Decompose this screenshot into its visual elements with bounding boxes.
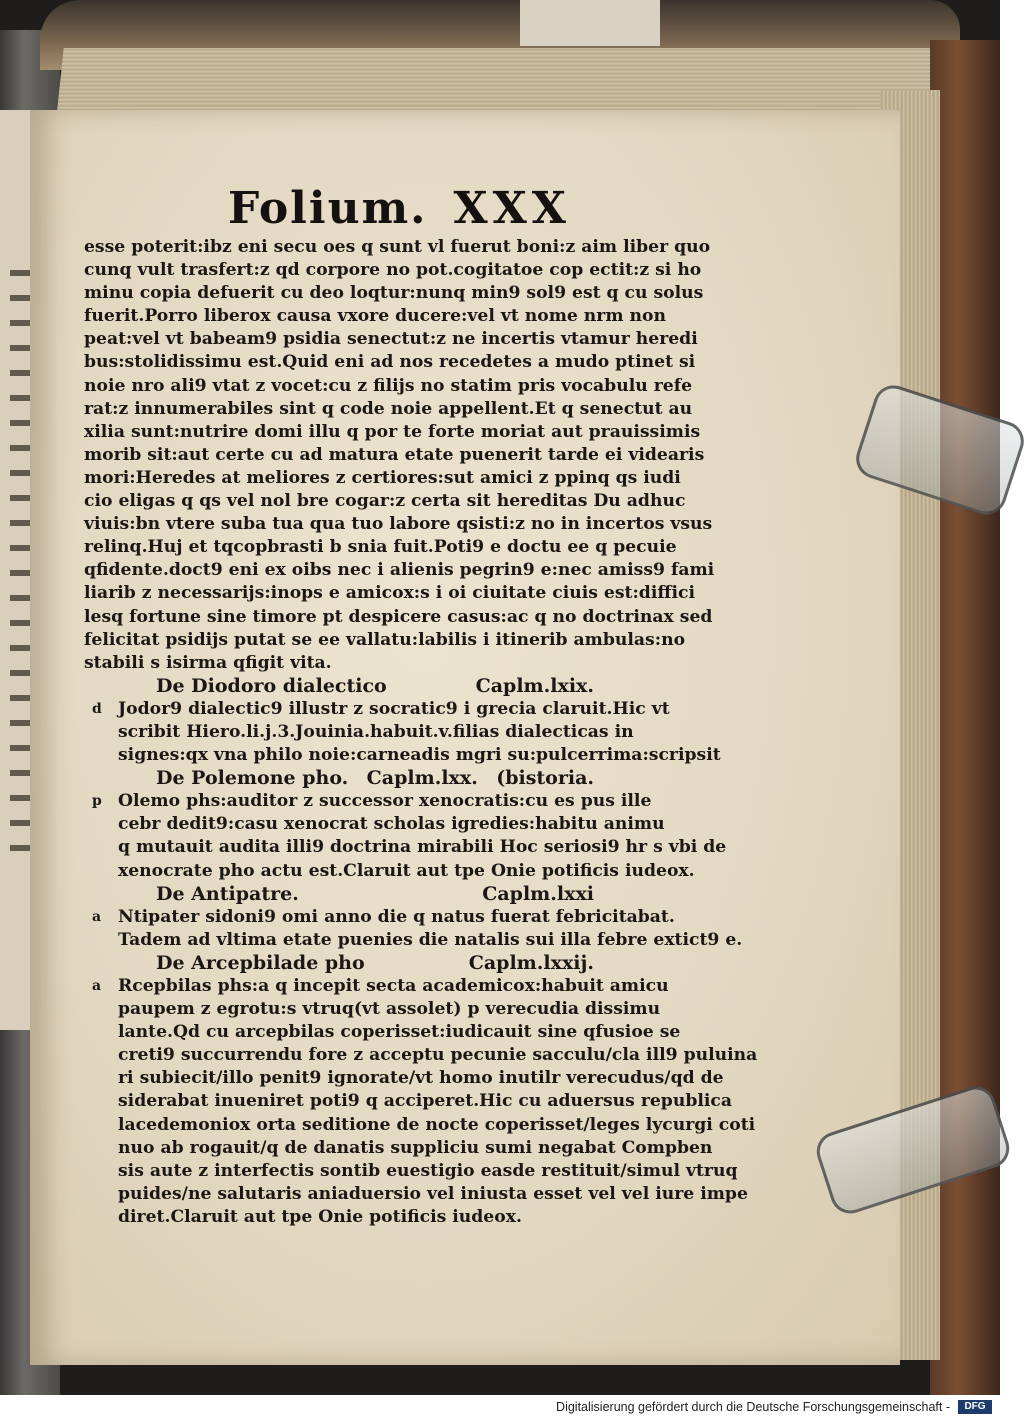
folio-number: XXX — [453, 183, 571, 234]
text-line: cunq vult trasfert:z qd corpore no pot.cogitatoe cop ectit:z si ho — [84, 260, 702, 281]
text-line: relinq.Huj et tqcopbrasti b snia fuit.Poti9 e doctu ee q pecuie — [84, 537, 677, 558]
text-line — [84, 744, 721, 767]
line-text: paupem z egrotu:s vtruq(vt assolet) p verecudia dissimu — [118, 999, 661, 1020]
line-text: diret.Claruit aut tpe Onie potificis iudeox. — [118, 1206, 522, 1227]
text-line: noie nro ali9 vtat z vocet:cu z filijs no statim pris vocabulu refe — [84, 375, 693, 396]
line-text: Jodor9 dialectic9 illustr z socratic9 i grecia claruit.Hic vt — [118, 698, 670, 719]
line-text: siderabat inueniret poti9 q acciperet.Hic cu aduersus republica — [118, 1091, 732, 1112]
line-text: cebr dedit9:casu xenocrat scholas igredies:habitu animu — [118, 814, 665, 835]
text-line: qfidente.doct9 eni ex oibs nec i alienis pegrin9 e:nec amiss9 fami — [84, 560, 715, 581]
chapter-title: De Arcepbilade pho — [156, 951, 365, 974]
chapter-number: Caplm.lxxij. — [468, 951, 594, 974]
text-line: morib sit:aut certe cu ad matura etate puenerit tarde ei videaris — [84, 444, 705, 465]
text-line: viuis:bn vtere suba tua qua tuo labore qsisti:z no in incertos vsus — [84, 514, 713, 535]
chapter-heading — [84, 675, 664, 698]
chapter-heading — [84, 883, 664, 906]
chapter-heading — [84, 952, 664, 975]
previous-page-fragment — [0, 110, 34, 1030]
text-line — [84, 1044, 758, 1067]
initial-guide-letter: d — [92, 700, 102, 717]
text-line — [84, 1021, 681, 1044]
text-line: fuerit.Porro liberox causa vxore ducere:vel vt nome nrm non — [84, 306, 666, 327]
chapters — [84, 674, 758, 1229]
page-stack-top — [56, 48, 963, 118]
line-text: xenocrate pho actu est.Claruit aut tpe Onie potificis iudeox. — [118, 860, 695, 881]
text-line: liarib z necessarijs:inops e amicox:s i oi ciuitate ciuis est:diffici — [84, 583, 695, 604]
text-line: esse poterit:ibz eni secu oes q sunt vl fuerut boni:z aim liber quo — [84, 237, 711, 257]
page-text — [84, 236, 758, 1229]
chapter-title: De Polemone pho. — [156, 767, 349, 790]
line-text: signes:qx vna philo noie:carneadis mgri su:pulcerrima:scripsit — [118, 745, 721, 766]
initial-guide-letter: p — [92, 793, 102, 810]
line-text: sis aute z interfectis sontib euestigio easde restituit/simul vtruq — [118, 1160, 738, 1181]
text-line — [84, 1114, 756, 1137]
text-line: minu copia defuerit cu deo loqtur:nunq min9 sol9 est q cu solus — [84, 283, 704, 304]
chapter-heading — [84, 767, 664, 790]
initial-guide-letter: a — [92, 978, 102, 994]
line-text: Ntipater sidoni9 omi anno die q natus fuerat febricitabat. — [118, 906, 675, 927]
line-text: nuo ab rogauit/q de danatis suppliciu sumi negabat Compben — [118, 1137, 713, 1158]
text-line — [84, 698, 670, 721]
text-line: cio eligas q qs vel nol bre cogar:z certa sit hereditas Du adhuc — [84, 491, 686, 512]
chapter-number: Caplm.lxxi — [482, 882, 594, 905]
spine-label — [520, 0, 660, 46]
text-line — [84, 813, 664, 836]
text-line — [84, 1137, 713, 1160]
text-line — [84, 1067, 724, 1090]
text-line — [84, 998, 664, 1021]
line-text: scribit Hiero.li.j.3.Jouinia.habuit.v.filias dialecticas in — [118, 721, 634, 742]
chapter-number: Caplm.lxix. — [475, 674, 594, 697]
line-text: Rcepbilas phs:a q incepit secta academicox:habuit amicu — [118, 976, 669, 996]
book-cover-right — [930, 40, 1000, 1395]
credit-text: Digitalisierung gefördert durch die Deutsche Forschungsgemeinschaft - — [556, 1400, 950, 1414]
text-line: stabili s isirma qfigit vita. — [84, 652, 332, 673]
text-line — [84, 1090, 732, 1113]
line-text: Olemo phs:auditor z successor xenocratis:cu es pus ille — [118, 791, 652, 812]
text-line: xilia sunt:nutrire domi illu q por te forte moriat aut prauissimis — [84, 421, 701, 442]
folio-label: Folium. — [228, 183, 428, 234]
initial-guide-letter: a — [92, 908, 102, 925]
line-text: creti9 succurrendu fore z acceptu pecunie sacculu/cla ill9 puluina — [118, 1045, 758, 1066]
text-line — [84, 1160, 738, 1183]
text-line — [84, 906, 675, 929]
line-text: lante.Qd cu arcepbilas coperisset:iudicauit sine qfusioe se — [118, 1022, 681, 1043]
text-line — [84, 1183, 748, 1206]
text-line — [84, 836, 727, 859]
line-text: puides/ne salutaris aniaduersio vel iniusta esset vel vel iure impe — [118, 1183, 748, 1204]
digitization-credit — [0, 1395, 1000, 1419]
text-line — [84, 790, 664, 813]
chapter-note: (bistoria. — [496, 767, 594, 790]
body-paragraph — [84, 236, 715, 675]
chapter-title: De Antipatre. — [156, 882, 299, 905]
text-line: felicitat psidijs putat se ee vallatu:labilis i itinerib ambulas:no — [84, 629, 686, 650]
folio-header — [228, 183, 571, 234]
text-line — [84, 721, 664, 744]
text-line — [84, 860, 695, 883]
text-line: lesq fortune sine timore pt despicere casus:ac q no doctrinax sed — [84, 606, 713, 627]
text-line — [84, 929, 743, 952]
text-line: bus:stolidissimu est.Quid eni ad nos recedetes a mudo ptinet si — [84, 352, 696, 373]
line-text: Tadem ad vltima etate puenies die natalis sui illa febre extict9 e. — [118, 929, 743, 950]
text-line — [84, 975, 669, 998]
line-text: q mutauit audita illi9 doctrina mirabili Hoc seriosi9 hr s vbi de — [118, 837, 727, 858]
chapter-title: De Diodoro dialectico — [156, 674, 387, 697]
dfg-logo[interactable]: DFG — [958, 1400, 992, 1414]
line-text: ri subiecit/illo penit9 ignorate/vt homo inutilr verecudus/qd de — [118, 1068, 724, 1089]
text-line: mori:Heredes at meliores z certiores:sut amici z ppinq qs iudi — [84, 467, 681, 488]
line-text: lacedemoniox orta seditione de nocte coperisset/leges lycurgi coti — [118, 1114, 756, 1135]
chapter-number: Caplm.lxx. — [366, 767, 478, 790]
text-line: rat:z innumerabiles sint q code noie appellent.Et q senectut au — [84, 398, 693, 419]
text-line — [84, 1206, 664, 1229]
text-line: peat:vel vt babeam9 psidia senectut:z ne incertis vtamur heredi — [84, 329, 698, 350]
